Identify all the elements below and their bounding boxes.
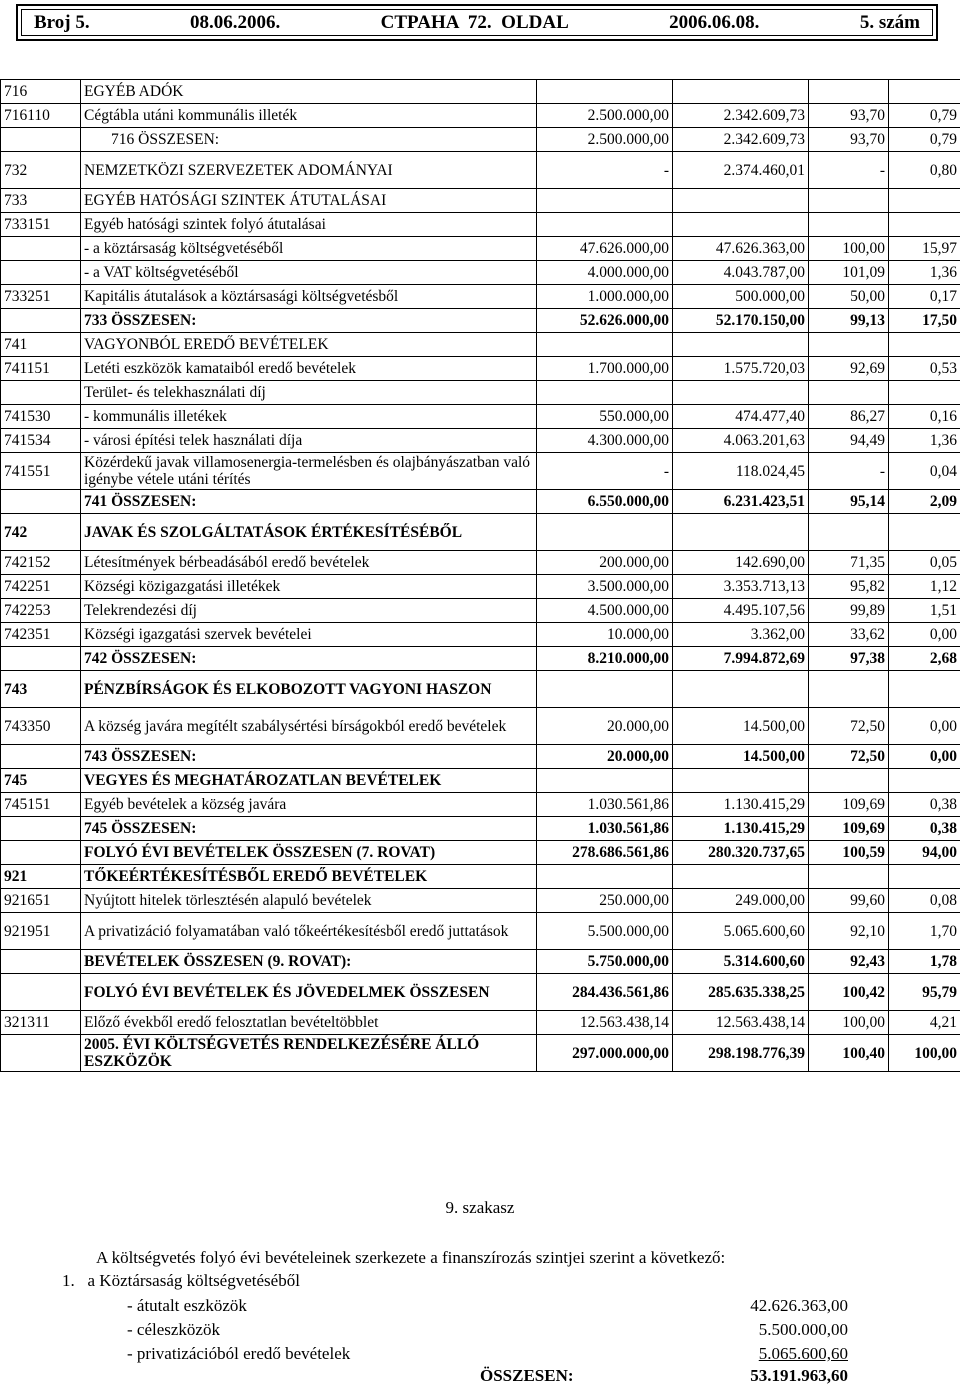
row-share: 95,79 <box>889 974 960 1011</box>
row-share <box>889 80 960 104</box>
row-code <box>1 817 81 841</box>
row-label: Közérdekű javak villamosenergia-termelésben és olajbányászatban való igénybe vétele utáni térítés <box>81 453 537 490</box>
row-planned: 52.626.000,00 <box>537 309 673 333</box>
table-row <box>1 551 960 575</box>
row-share <box>889 213 960 237</box>
row-percent: 71,35 <box>809 551 889 575</box>
table-row <box>1 285 960 309</box>
row-actual: 2.342.609,73 <box>673 104 809 128</box>
row-share: 0,17 <box>889 285 960 309</box>
row-code <box>1 261 81 285</box>
row-share: 4,21 <box>889 1011 960 1035</box>
list-item-label: a Köztársaság költségvetéséből <box>87 1271 300 1290</box>
row-actual: 142.690,00 <box>673 551 809 575</box>
row-share: 0,00 <box>889 745 960 769</box>
row-code: 741 <box>1 333 81 357</box>
subitem-amount: 42.626.363,00 <box>750 1296 848 1315</box>
row-percent <box>809 381 889 405</box>
row-planned: 1.030.561,86 <box>537 793 673 817</box>
table-row <box>1 490 960 514</box>
row-planned: 5.500.000,00 <box>537 913 673 950</box>
row-actual: 3.362,00 <box>673 623 809 647</box>
row-label: 743 ÖSSZESEN: <box>81 745 537 769</box>
table-row <box>1 708 960 745</box>
row-percent: 50,00 <box>809 285 889 309</box>
row-code <box>1 128 81 152</box>
row-percent: 99,89 <box>809 599 889 623</box>
row-label: EGYÉB ADÓK <box>81 80 537 104</box>
section-intro: A költségvetés folyó évi bevételeinek szerkezete a finanszírozás szintjei szerint a következő: <box>96 1248 726 1267</box>
row-actual: 14.500,00 <box>673 745 809 769</box>
row-planned: 20.000,00 <box>537 745 673 769</box>
table-row <box>1 599 960 623</box>
row-actual: 12.563.438,14 <box>673 1011 809 1035</box>
row-actual: 500.000,00 <box>673 285 809 309</box>
row-code: 742253 <box>1 599 81 623</box>
row-share <box>889 333 960 357</box>
row-code <box>1 381 81 405</box>
row-label: Cégtábla utáni kommunális illeték <box>81 104 537 128</box>
row-planned: 8.210.000,00 <box>537 647 673 671</box>
row-percent: 100,00 <box>809 1011 889 1035</box>
row-code: 745 <box>1 769 81 793</box>
subitem-label: - privatizációból eredő bevételek <box>127 1344 351 1363</box>
row-planned: 1.000.000,00 <box>537 285 673 309</box>
table-row <box>1 1035 960 1072</box>
table-row <box>1 405 960 429</box>
row-planned <box>537 514 673 551</box>
row-percent <box>809 865 889 889</box>
section-title: 9. szakasz <box>445 1198 515 1217</box>
row-share: 0,79 <box>889 104 960 128</box>
row-label: FOLYÓ ÉVI BEVÉTELEK ÖSSZESEN (7. ROVAT) <box>81 841 537 865</box>
row-percent: 109,69 <box>809 793 889 817</box>
row-label: 716 ÖSSZESEN: <box>81 128 537 152</box>
row-share: 0,00 <box>889 623 960 647</box>
row-planned: 47.626.000,00 <box>537 237 673 261</box>
table-row <box>1 128 960 152</box>
row-share: 100,00 <box>889 1035 960 1072</box>
row-label: A község javára megítélt szabálysértési bírságokból eredő bevételek <box>81 708 537 745</box>
row-actual: 2.374.460,01 <box>673 152 809 189</box>
row-planned: - <box>537 152 673 189</box>
row-share: 1,70 <box>889 913 960 950</box>
row-share: 0,53 <box>889 357 960 381</box>
row-code: 321311 <box>1 1011 81 1035</box>
row-label: Egyéb bevételek a község javára <box>81 793 537 817</box>
row-share: 0,05 <box>889 551 960 575</box>
row-share: 0,38 <box>889 793 960 817</box>
row-percent: 100,00 <box>809 237 889 261</box>
row-label: Létesítmények bérbeadásából eredő bevételek <box>81 551 537 575</box>
row-planned: 2.500.000,00 <box>537 128 673 152</box>
row-label: 742 ÖSSZESEN: <box>81 647 537 671</box>
row-code: 921951 <box>1 913 81 950</box>
table-row <box>1 647 960 671</box>
row-code: 716110 <box>1 104 81 128</box>
row-percent: 94,49 <box>809 429 889 453</box>
table-row <box>1 745 960 769</box>
row-share: 94,00 <box>889 841 960 865</box>
row-actual: 5.065.600,60 <box>673 913 809 950</box>
row-actual <box>673 80 809 104</box>
row-planned: 284.436.561,86 <box>537 974 673 1011</box>
row-share: 0,08 <box>889 889 960 913</box>
row-label: Előző évekből eredő felosztatlan bevételtöbblet <box>81 1011 537 1035</box>
row-actual: 3.353.713,13 <box>673 575 809 599</box>
row-share: 17,50 <box>889 309 960 333</box>
row-code: 743 <box>1 671 81 708</box>
row-actual: 298.198.776,39 <box>673 1035 809 1072</box>
budget-table-body <box>1 80 960 1072</box>
row-planned <box>537 671 673 708</box>
subitem-amount: 5.065.600,60 <box>758 1344 848 1363</box>
row-label: FOLYÓ ÉVI BEVÉTELEK ÉS JÖVEDELMEK ÖSSZESEN <box>81 974 537 1011</box>
subitem-label: - céleszközök <box>127 1320 220 1339</box>
row-percent: 92,43 <box>809 950 889 974</box>
row-share: 1,12 <box>889 575 960 599</box>
row-percent: 93,70 <box>809 104 889 128</box>
row-code: 741530 <box>1 405 81 429</box>
row-code: 733151 <box>1 213 81 237</box>
table-row <box>1 974 960 1011</box>
row-label: BEVÉTELEK ÖSSZESEN (9. ROVAT): <box>81 950 537 974</box>
table-row <box>1 309 960 333</box>
row-planned <box>537 769 673 793</box>
row-percent: 92,10 <box>809 913 889 950</box>
row-label: A privatizáció folyamatában való tőkeértékesítésből eredő juttatások <box>81 913 537 950</box>
row-actual: 1.130.415,29 <box>673 817 809 841</box>
row-percent: 97,38 <box>809 647 889 671</box>
row-code: 733251 <box>1 285 81 309</box>
row-percent <box>809 189 889 213</box>
row-label: - a köztársaság költségvetéséből <box>81 237 537 261</box>
row-percent <box>809 80 889 104</box>
row-actual: 14.500,00 <box>673 708 809 745</box>
section-total-amount: 53.191.963,60 <box>750 1366 848 1385</box>
table-row <box>1 333 960 357</box>
row-share: 0,00 <box>889 708 960 745</box>
row-percent: 95,82 <box>809 575 889 599</box>
row-planned: 297.000.000,00 <box>537 1035 673 1072</box>
row-share <box>889 381 960 405</box>
list-item-number: 1. <box>62 1271 75 1290</box>
row-label: - a VAT költségvetéséből <box>81 261 537 285</box>
table-row <box>1 261 960 285</box>
row-percent: 109,69 <box>809 817 889 841</box>
row-planned: - <box>537 453 673 490</box>
row-share: 2,09 <box>889 490 960 514</box>
row-code <box>1 950 81 974</box>
row-label: Letéti eszközök kamataiból eredő bevételek <box>81 357 537 381</box>
row-percent: - <box>809 453 889 490</box>
row-label: Községi közigazgatási illetékek <box>81 575 537 599</box>
row-code <box>1 237 81 261</box>
row-percent <box>809 671 889 708</box>
row-actual: 285.635.338,25 <box>673 974 809 1011</box>
row-label: PÉNZBÍRSÁGOK ÉS ELKOBOZOTT VAGYONI HASZON <box>81 671 537 708</box>
page-header <box>16 4 938 41</box>
row-label: Terület- és telekhasználati díj <box>81 381 537 405</box>
row-share <box>889 865 960 889</box>
row-label: 741 ÖSSZESEN: <box>81 490 537 514</box>
row-label: 2005. ÉVI KÖLTSÉGVETÉS RENDELKEZÉSÉRE ÁLLÓ ESZKÖZÖK <box>81 1035 537 1072</box>
row-share: 1,36 <box>889 429 960 453</box>
table-row <box>1 913 960 950</box>
row-percent: 101,09 <box>809 261 889 285</box>
row-label: VAGYONBÓL EREDŐ BEVÉTELEK <box>81 333 537 357</box>
row-planned <box>537 80 673 104</box>
row-percent <box>809 769 889 793</box>
row-share: 0,79 <box>889 128 960 152</box>
row-planned: 550.000,00 <box>537 405 673 429</box>
table-row <box>1 793 960 817</box>
page-header-inner <box>21 9 933 36</box>
row-percent <box>809 514 889 551</box>
row-label: NEMZETKÖZI SZERVEZETEK ADOMÁNYAI <box>81 152 537 189</box>
row-label: VEGYES ÉS MEGHATÁROZATLAN BEVÉTELEK <box>81 769 537 793</box>
row-planned: 4.300.000,00 <box>537 429 673 453</box>
table-row <box>1 514 960 551</box>
row-share: 15,97 <box>889 237 960 261</box>
row-code <box>1 974 81 1011</box>
row-planned: 10.000,00 <box>537 623 673 647</box>
row-actual: 5.314.600,60 <box>673 950 809 974</box>
table-row <box>1 453 960 490</box>
row-share: 0,80 <box>889 152 960 189</box>
row-label: 745 ÖSSZESEN: <box>81 817 537 841</box>
row-actual <box>673 514 809 551</box>
row-code: 743350 <box>1 708 81 745</box>
row-code <box>1 309 81 333</box>
row-actual <box>673 671 809 708</box>
row-actual <box>673 333 809 357</box>
row-label: JAVAK ÉS SZOLGÁLTATÁSOK ÉRTÉKESÍTÉSÉBŐL <box>81 514 537 551</box>
row-label: Kapitális átutalások a köztársasági költségvetésből <box>81 285 537 309</box>
row-code: 921 <box>1 865 81 889</box>
table-row <box>1 623 960 647</box>
row-share <box>889 189 960 213</box>
row-planned: 278.686.561,86 <box>537 841 673 865</box>
row-actual: 249.000,00 <box>673 889 809 913</box>
row-share <box>889 514 960 551</box>
subitem-label: - átutalt eszközök <box>127 1296 247 1315</box>
row-actual: 4.043.787,00 <box>673 261 809 285</box>
table-row <box>1 817 960 841</box>
date-right: 2006.06.08. <box>669 11 760 33</box>
row-code <box>1 490 81 514</box>
row-actual <box>673 865 809 889</box>
row-planned: 200.000,00 <box>537 551 673 575</box>
row-percent: 93,70 <box>809 128 889 152</box>
row-percent: 33,62 <box>809 623 889 647</box>
row-code <box>1 745 81 769</box>
table-row <box>1 357 960 381</box>
row-code: 733 <box>1 189 81 213</box>
row-code: 716 <box>1 80 81 104</box>
row-planned: 6.550.000,00 <box>537 490 673 514</box>
table-row <box>1 950 960 974</box>
row-actual: 1.575.720,03 <box>673 357 809 381</box>
row-planned: 4.500.000,00 <box>537 599 673 623</box>
row-share: 0,16 <box>889 405 960 429</box>
row-share: 0,04 <box>889 453 960 490</box>
row-share: 1,36 <box>889 261 960 285</box>
row-planned: 2.500.000,00 <box>537 104 673 128</box>
row-code <box>1 647 81 671</box>
row-planned: 1.030.561,86 <box>537 817 673 841</box>
table-row <box>1 889 960 913</box>
table-row <box>1 575 960 599</box>
row-actual: 2.342.609,73 <box>673 128 809 152</box>
row-share <box>889 671 960 708</box>
row-share: 1,78 <box>889 950 960 974</box>
row-planned: 12.563.438,14 <box>537 1011 673 1035</box>
list-item-1 <box>62 1271 300 1291</box>
row-code: 741551 <box>1 453 81 490</box>
row-share <box>889 769 960 793</box>
table-row <box>1 104 960 128</box>
row-code: 742351 <box>1 623 81 647</box>
row-percent: - <box>809 152 889 189</box>
table-row <box>1 80 960 104</box>
row-code: 745151 <box>1 793 81 817</box>
row-percent: 72,50 <box>809 708 889 745</box>
row-actual <box>673 381 809 405</box>
row-code: 742 <box>1 514 81 551</box>
section-total-label: ÖSSZESEN: <box>480 1366 574 1385</box>
row-percent: 95,14 <box>809 490 889 514</box>
row-percent: 100,59 <box>809 841 889 865</box>
row-planned <box>537 865 673 889</box>
row-label: EGYÉB HATÓSÁGI SZINTEK ÁTUTALÁSAI <box>81 189 537 213</box>
subitem-amount: 5.500.000,00 <box>758 1320 848 1339</box>
row-actual <box>673 189 809 213</box>
table-row <box>1 1011 960 1035</box>
row-actual: 47.626.363,00 <box>673 237 809 261</box>
table-row <box>1 213 960 237</box>
row-share: 2,68 <box>889 647 960 671</box>
row-actual: 6.231.423,51 <box>673 490 809 514</box>
row-planned <box>537 189 673 213</box>
table-row <box>1 841 960 865</box>
table-row <box>1 237 960 261</box>
row-code: 742152 <box>1 551 81 575</box>
row-percent: 86,27 <box>809 405 889 429</box>
row-actual: 4.495.107,56 <box>673 599 809 623</box>
issue-number-hu: 5. szám <box>859 11 920 33</box>
budget-table <box>0 79 960 1072</box>
row-code <box>1 841 81 865</box>
row-actual <box>673 769 809 793</box>
row-label: TŐKEÉRTÉKESÍTÉSBŐL EREDŐ BEVÉTELEK <box>81 865 537 889</box>
row-actual: 4.063.201,63 <box>673 429 809 453</box>
row-percent: 100,42 <box>809 974 889 1011</box>
row-code: 742251 <box>1 575 81 599</box>
table-row <box>1 429 960 453</box>
table-row <box>1 189 960 213</box>
row-planned <box>537 213 673 237</box>
row-code: 741534 <box>1 429 81 453</box>
publication-name: CTPAHA 72. OLDAL <box>380 11 569 33</box>
row-actual: 280.320.737,65 <box>673 841 809 865</box>
row-percent: 99,13 <box>809 309 889 333</box>
row-label: Községi igazgatási szervek bevételei <box>81 623 537 647</box>
row-label: Egyéb hatósági szintek folyó átutalásai <box>81 213 537 237</box>
row-actual: 474.477,40 <box>673 405 809 429</box>
row-actual: 7.994.872,69 <box>673 647 809 671</box>
table-row <box>1 865 960 889</box>
row-actual: 1.130.415,29 <box>673 793 809 817</box>
row-actual: 52.170.150,00 <box>673 309 809 333</box>
row-actual: 118.024,45 <box>673 453 809 490</box>
row-planned: 4.000.000,00 <box>537 261 673 285</box>
row-planned: 3.500.000,00 <box>537 575 673 599</box>
table-row <box>1 769 960 793</box>
row-planned: 250.000,00 <box>537 889 673 913</box>
row-percent: 99,60 <box>809 889 889 913</box>
row-share: 1,51 <box>889 599 960 623</box>
row-planned: 5.750.000,00 <box>537 950 673 974</box>
row-label: Nyújtott hitelek törlesztésén alapuló bevételek <box>81 889 537 913</box>
row-actual <box>673 213 809 237</box>
table-row <box>1 381 960 405</box>
table-row <box>1 152 960 189</box>
row-label: 733 ÖSSZESEN: <box>81 309 537 333</box>
row-percent: 100,40 <box>809 1035 889 1072</box>
row-percent: 72,50 <box>809 745 889 769</box>
row-code <box>1 1035 81 1072</box>
row-planned: 20.000,00 <box>537 708 673 745</box>
table-row <box>1 671 960 708</box>
date-left: 08.06.2006. <box>190 11 281 33</box>
row-code: 732 <box>1 152 81 189</box>
row-planned <box>537 333 673 357</box>
row-code: 921651 <box>1 889 81 913</box>
row-planned: 1.700.000,00 <box>537 357 673 381</box>
issue-number: Broj 5. <box>34 11 90 33</box>
row-percent <box>809 333 889 357</box>
row-label: Telekrendezési díj <box>81 599 537 623</box>
row-label: - városi építési telek használati díja <box>81 429 537 453</box>
row-share: 0,38 <box>889 817 960 841</box>
row-percent <box>809 213 889 237</box>
row-percent: 92,69 <box>809 357 889 381</box>
row-planned <box>537 381 673 405</box>
row-code: 741151 <box>1 357 81 381</box>
row-label: - kommunális illetékek <box>81 405 537 429</box>
